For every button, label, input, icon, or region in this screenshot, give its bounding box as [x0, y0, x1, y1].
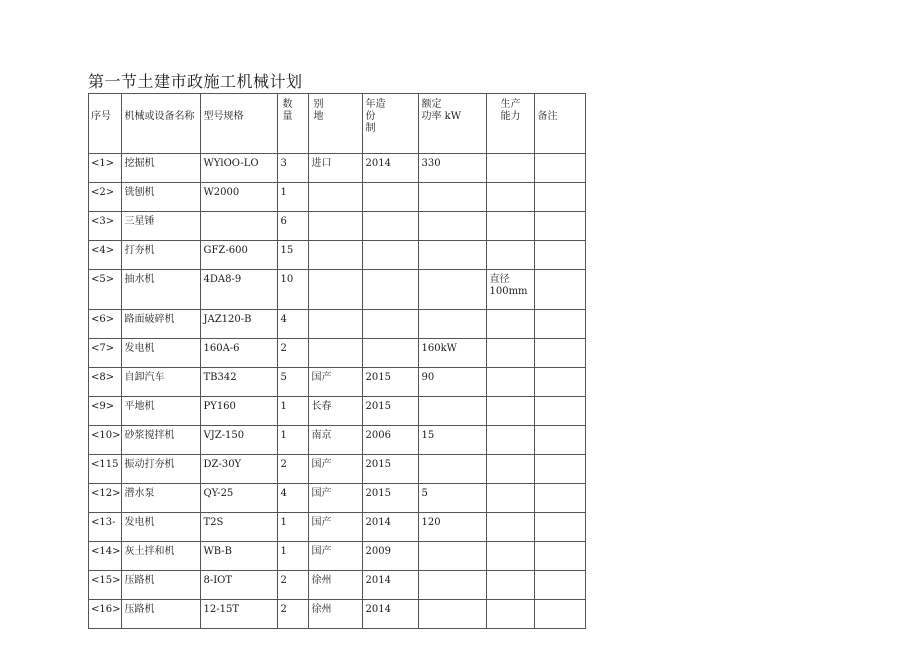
rated-power-cell: 5 — [419, 484, 487, 513]
machine-name-cell: 潜水泵 — [122, 484, 201, 513]
remarks-cell — [535, 310, 586, 339]
column-header-capacity: 生产 能力 — [487, 94, 535, 154]
quantity-cell: 4 — [278, 484, 309, 513]
rated-power-cell: 160kW — [419, 339, 487, 368]
capacity-cell — [487, 212, 535, 241]
table-row — [89, 542, 586, 571]
capacity-cell — [487, 571, 535, 600]
model-spec-cell: 12-15T — [201, 600, 278, 629]
machine-name-cell: 抽水机 — [122, 270, 201, 310]
year-cell: 2015 — [363, 368, 419, 397]
table-header-row — [89, 94, 586, 154]
quantity-cell: 2 — [278, 571, 309, 600]
year-cell: 2014 — [363, 600, 419, 629]
index-cell: <2> — [89, 183, 122, 212]
table-row — [89, 154, 586, 183]
capacity-cell — [487, 368, 535, 397]
remarks-cell — [535, 484, 586, 513]
rated-power-cell — [419, 183, 487, 212]
model-spec-cell: WYlOO-LO — [201, 154, 278, 183]
quantity-cell: 5 — [278, 368, 309, 397]
model-spec-cell: WB-B — [201, 542, 278, 571]
quantity-cell: 1 — [278, 183, 309, 212]
column-header-year: 年造 份 制 — [363, 94, 419, 154]
model-spec-cell: 160A-6 — [201, 339, 278, 368]
capacity-cell — [487, 397, 535, 426]
table-row — [89, 397, 586, 426]
table-row — [89, 600, 586, 629]
year-cell — [363, 241, 419, 270]
table-row — [89, 484, 586, 513]
index-cell: <9> — [89, 397, 122, 426]
quantity-cell: 2 — [278, 339, 309, 368]
model-spec-cell: W2000 — [201, 183, 278, 212]
machine-name-cell: 挖掘机 — [122, 154, 201, 183]
remarks-cell — [535, 212, 586, 241]
origin-cell: 进口 — [309, 154, 363, 183]
machine-name-cell: 压路机 — [122, 571, 201, 600]
model-spec-cell: DZ-30Y — [201, 455, 278, 484]
index-cell: <8> — [89, 368, 122, 397]
model-spec-cell: 8-IOT — [201, 571, 278, 600]
quantity-cell: 6 — [278, 212, 309, 241]
index-cell: <5> — [89, 270, 122, 310]
remarks-cell — [535, 368, 586, 397]
model-spec-cell: JAZ120-B — [201, 310, 278, 339]
rated-power-cell — [419, 571, 487, 600]
quantity-cell: 1 — [278, 397, 309, 426]
machine-name-cell: 打夯机 — [122, 241, 201, 270]
quantity-cell: 1 — [278, 513, 309, 542]
rated-power-cell — [419, 542, 487, 571]
page-title: 第一节土建市政施工机械计划 — [88, 72, 303, 91]
index-cell: <115 — [89, 455, 122, 484]
capacity-cell — [487, 339, 535, 368]
model-spec-cell: VJZ-150 — [201, 426, 278, 455]
year-cell: 2009 — [363, 542, 419, 571]
capacity-cell — [487, 154, 535, 183]
table-row — [89, 455, 586, 484]
capacity-cell — [487, 310, 535, 339]
index-cell: <15> — [89, 571, 122, 600]
model-spec-cell: PY160 — [201, 397, 278, 426]
table-row — [89, 270, 586, 310]
column-header-machine-name: 机械或设备名称 — [122, 94, 201, 154]
model-spec-cell: QY-25 — [201, 484, 278, 513]
table-row — [89, 212, 586, 241]
capacity-cell — [487, 455, 535, 484]
rated-power-cell — [419, 397, 487, 426]
index-cell: <16> — [89, 600, 122, 629]
origin-cell — [309, 212, 363, 241]
index-cell: <14> — [89, 542, 122, 571]
origin-cell: 国产 — [309, 542, 363, 571]
origin-cell — [309, 183, 363, 212]
machine-name-cell: 三星锤 — [122, 212, 201, 241]
remarks-cell — [535, 339, 586, 368]
year-cell — [363, 339, 419, 368]
machine-name-cell: 压路机 — [122, 600, 201, 629]
capacity-cell — [487, 484, 535, 513]
rated-power-cell — [419, 455, 487, 484]
remarks-cell — [535, 154, 586, 183]
index-cell: <6> — [89, 310, 122, 339]
origin-cell: 南京 — [309, 426, 363, 455]
origin-cell — [309, 270, 363, 310]
capacity-cell — [487, 513, 535, 542]
table-row — [89, 571, 586, 600]
rated-power-cell — [419, 270, 487, 310]
year-cell — [363, 270, 419, 310]
year-cell: 2015 — [363, 484, 419, 513]
table-body — [89, 154, 586, 629]
index-cell: <10> — [89, 426, 122, 455]
capacity-cell — [487, 600, 535, 629]
table-row — [89, 310, 586, 339]
table-row — [89, 426, 586, 455]
remarks-cell — [535, 270, 586, 310]
machine-name-cell: 灰土拌和机 — [122, 542, 201, 571]
machine-name-cell: 发电机 — [122, 339, 201, 368]
year-cell — [363, 310, 419, 339]
machine-name-cell: 自卸汽车 — [122, 368, 201, 397]
column-header-rated-power: 额定 功率 kW — [419, 94, 487, 154]
rated-power-cell — [419, 600, 487, 629]
year-cell: 2014 — [363, 571, 419, 600]
quantity-cell: 15 — [278, 241, 309, 270]
index-cell: <4> — [89, 241, 122, 270]
rated-power-cell: 330 — [419, 154, 487, 183]
year-cell — [363, 212, 419, 241]
column-header-model-spec: 型号规格 — [201, 94, 278, 154]
index-cell: <1> — [89, 154, 122, 183]
rated-power-cell: 90 — [419, 368, 487, 397]
machine-name-cell: 振动打夯机 — [122, 455, 201, 484]
remarks-cell — [535, 241, 586, 270]
machine-name-cell: 路面破碎机 — [122, 310, 201, 339]
origin-cell: 徐州 — [309, 571, 363, 600]
origin-cell: 国产 — [309, 368, 363, 397]
origin-cell: 国产 — [309, 484, 363, 513]
rated-power-cell: 120 — [419, 513, 487, 542]
quantity-cell: 10 — [278, 270, 309, 310]
remarks-cell — [535, 426, 586, 455]
remarks-cell — [535, 542, 586, 571]
table-row — [89, 183, 586, 212]
origin-cell: 国产 — [309, 513, 363, 542]
column-header-remarks: 备注 — [535, 94, 586, 154]
remarks-cell — [535, 600, 586, 629]
model-spec-cell: GFZ-600 — [201, 241, 278, 270]
machine-name-cell: 铣刨机 — [122, 183, 201, 212]
quantity-cell: 4 — [278, 310, 309, 339]
year-cell: 2006 — [363, 426, 419, 455]
machinery-plan-table — [88, 93, 586, 629]
remarks-cell — [535, 397, 586, 426]
column-header-index: 序号 — [89, 94, 122, 154]
index-cell: <7> — [89, 339, 122, 368]
table-row — [89, 241, 586, 270]
model-spec-cell: 4DA8-9 — [201, 270, 278, 310]
origin-cell: 长春 — [309, 397, 363, 426]
machine-name-cell: 发电机 — [122, 513, 201, 542]
quantity-cell: 1 — [278, 426, 309, 455]
table-row — [89, 368, 586, 397]
year-cell: 2014 — [363, 513, 419, 542]
origin-cell: 徐州 — [309, 600, 363, 629]
remarks-cell — [535, 513, 586, 542]
origin-cell — [309, 339, 363, 368]
index-cell: <3> — [89, 212, 122, 241]
origin-cell: 国产 — [309, 455, 363, 484]
machine-name-cell: 平地机 — [122, 397, 201, 426]
quantity-cell: 2 — [278, 600, 309, 629]
rated-power-cell — [419, 212, 487, 241]
quantity-cell: 3 — [278, 154, 309, 183]
machine-name-cell: 砂浆搅拌机 — [122, 426, 201, 455]
table-row — [89, 339, 586, 368]
year-cell: 2015 — [363, 455, 419, 484]
remarks-cell — [535, 571, 586, 600]
origin-cell — [309, 241, 363, 270]
remarks-cell — [535, 183, 586, 212]
origin-cell — [309, 310, 363, 339]
model-spec-cell: T2S — [201, 513, 278, 542]
column-header-quantity: 数 量 — [278, 94, 309, 154]
rated-power-cell — [419, 310, 487, 339]
year-cell: 2015 — [363, 397, 419, 426]
index-cell: <12> — [89, 484, 122, 513]
year-cell: 2014 — [363, 154, 419, 183]
year-cell — [363, 183, 419, 212]
quantity-cell: 2 — [278, 455, 309, 484]
capacity-cell: 直径 100mm — [487, 270, 535, 310]
rated-power-cell — [419, 241, 487, 270]
capacity-cell — [487, 426, 535, 455]
table-row — [89, 513, 586, 542]
quantity-cell: 1 — [278, 542, 309, 571]
rated-power-cell: 15 — [419, 426, 487, 455]
remarks-cell — [535, 455, 586, 484]
column-header-origin: 别 地 — [309, 94, 363, 154]
model-spec-cell: TB342 — [201, 368, 278, 397]
model-spec-cell — [201, 212, 278, 241]
capacity-cell — [487, 241, 535, 270]
capacity-cell — [487, 542, 535, 571]
capacity-cell — [487, 183, 535, 212]
index-cell: <13- — [89, 513, 122, 542]
